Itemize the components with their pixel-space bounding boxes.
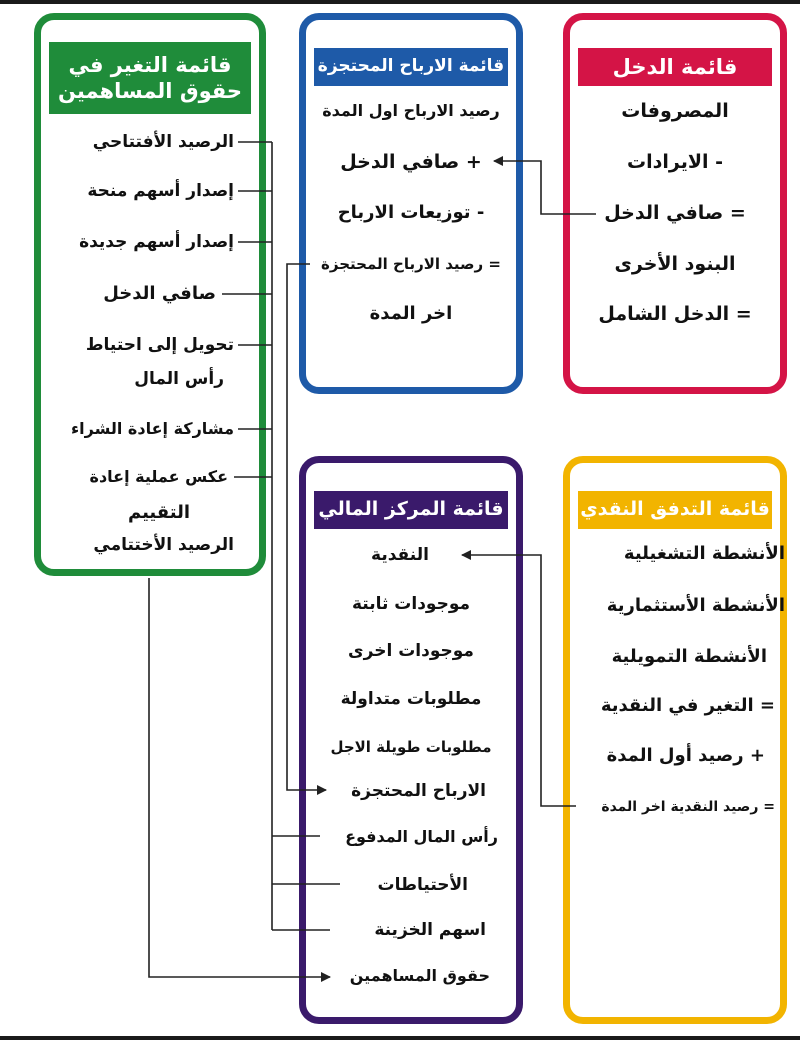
connector-retained-to-position — [287, 264, 326, 790]
financial-position-title: قائمة المركز المالي — [314, 491, 508, 529]
equity-item-buyback: مشاركة إعادة الشراء — [70, 419, 234, 438]
retained-item-opening: رصيد الارباح اول المدة — [322, 101, 500, 120]
equity-changes-title-line1: قائمة التغير في — [68, 52, 232, 77]
connector-equity-to-shareholders — [149, 578, 330, 977]
position-item-cash: النقدية — [371, 545, 429, 565]
income-item-net-income: = صافي الدخل — [604, 202, 746, 224]
equity-item-net-income: صافي الدخل — [103, 283, 216, 304]
equity-item-revaluation-reversal: عكس عملية إعادة — [89, 467, 228, 486]
equity-item-reserve-transfer: تحويل إلى احتياط — [85, 335, 234, 355]
income-item-expenses: المصروفات — [621, 100, 729, 122]
retained-item-closing: = رصيد الارباح المحتجزة — [321, 255, 501, 273]
cash-item-change: = التغير في النقدية — [600, 695, 775, 716]
cash-item-investing: الأنشطة الأستثمارية — [606, 595, 785, 616]
income-item-revenues: - الايرادات — [627, 151, 723, 173]
equity-item-revaluation: التقييم — [127, 502, 190, 523]
position-item-long-term-liabilities: مطلوبات طويلة الاجل — [330, 738, 492, 756]
cash-item-closing: = رصيد النقدية اخر المدة — [601, 799, 775, 815]
bottom-border — [0, 1036, 800, 1040]
cash-item-operating: الأنشطة التشغيلية — [623, 543, 785, 564]
connector-cash-to-position — [462, 555, 576, 806]
retained-item-period-end: اخر المدة — [369, 303, 453, 324]
equity-item-new-shares: إصدار أسهم جديدة — [79, 232, 234, 252]
income-statement-title: قائمة الدخل — [578, 48, 772, 86]
position-item-current-liabilities: مطلوبات متداولة — [340, 689, 482, 709]
position-item-paid-capital: رأس المال المدفوع — [345, 827, 498, 846]
position-item-shareholders-equity: حقوق المساهمين — [349, 966, 490, 985]
position-item-reserves: الأحتياطات — [377, 875, 468, 895]
income-item-comprehensive: = الدخل الشامل — [598, 303, 752, 325]
equity-item-closing: الرصيد الأختتامي — [93, 535, 234, 555]
equity-item-opening: الرصيد الأفتتاحي — [92, 132, 234, 152]
connector-net-income-to-retained — [494, 161, 596, 214]
position-item-retained-earnings: الارباح المحتجزة — [351, 781, 486, 801]
retained-item-dividends: - توزيعات الارباح — [337, 202, 485, 223]
position-item-fixed-assets: موجودات ثابتة — [351, 594, 471, 614]
retained-earnings-title: قائمة الارباح المحتجزة — [314, 48, 508, 86]
cash-flow-title: قائمة التدفق النقدي — [578, 491, 772, 529]
position-item-treasury-shares: اسهم الخزينة — [374, 920, 486, 940]
position-item-other-assets: موجودات اخرى — [348, 641, 474, 661]
cash-item-opening: + رصيد أول المدة — [606, 745, 765, 766]
income-item-other: البنود الأخرى — [614, 253, 736, 275]
equity-changes-title-line2: حقوق المساهمين — [57, 79, 243, 103]
retained-item-net-income: + صافي الدخل — [340, 151, 482, 173]
cash-item-financing: الأنشطة التمويلية — [611, 646, 767, 667]
equity-item-capital: رأس المال — [134, 369, 224, 389]
equity-item-bonus-shares: إصدار أسهم منحة — [87, 181, 234, 201]
